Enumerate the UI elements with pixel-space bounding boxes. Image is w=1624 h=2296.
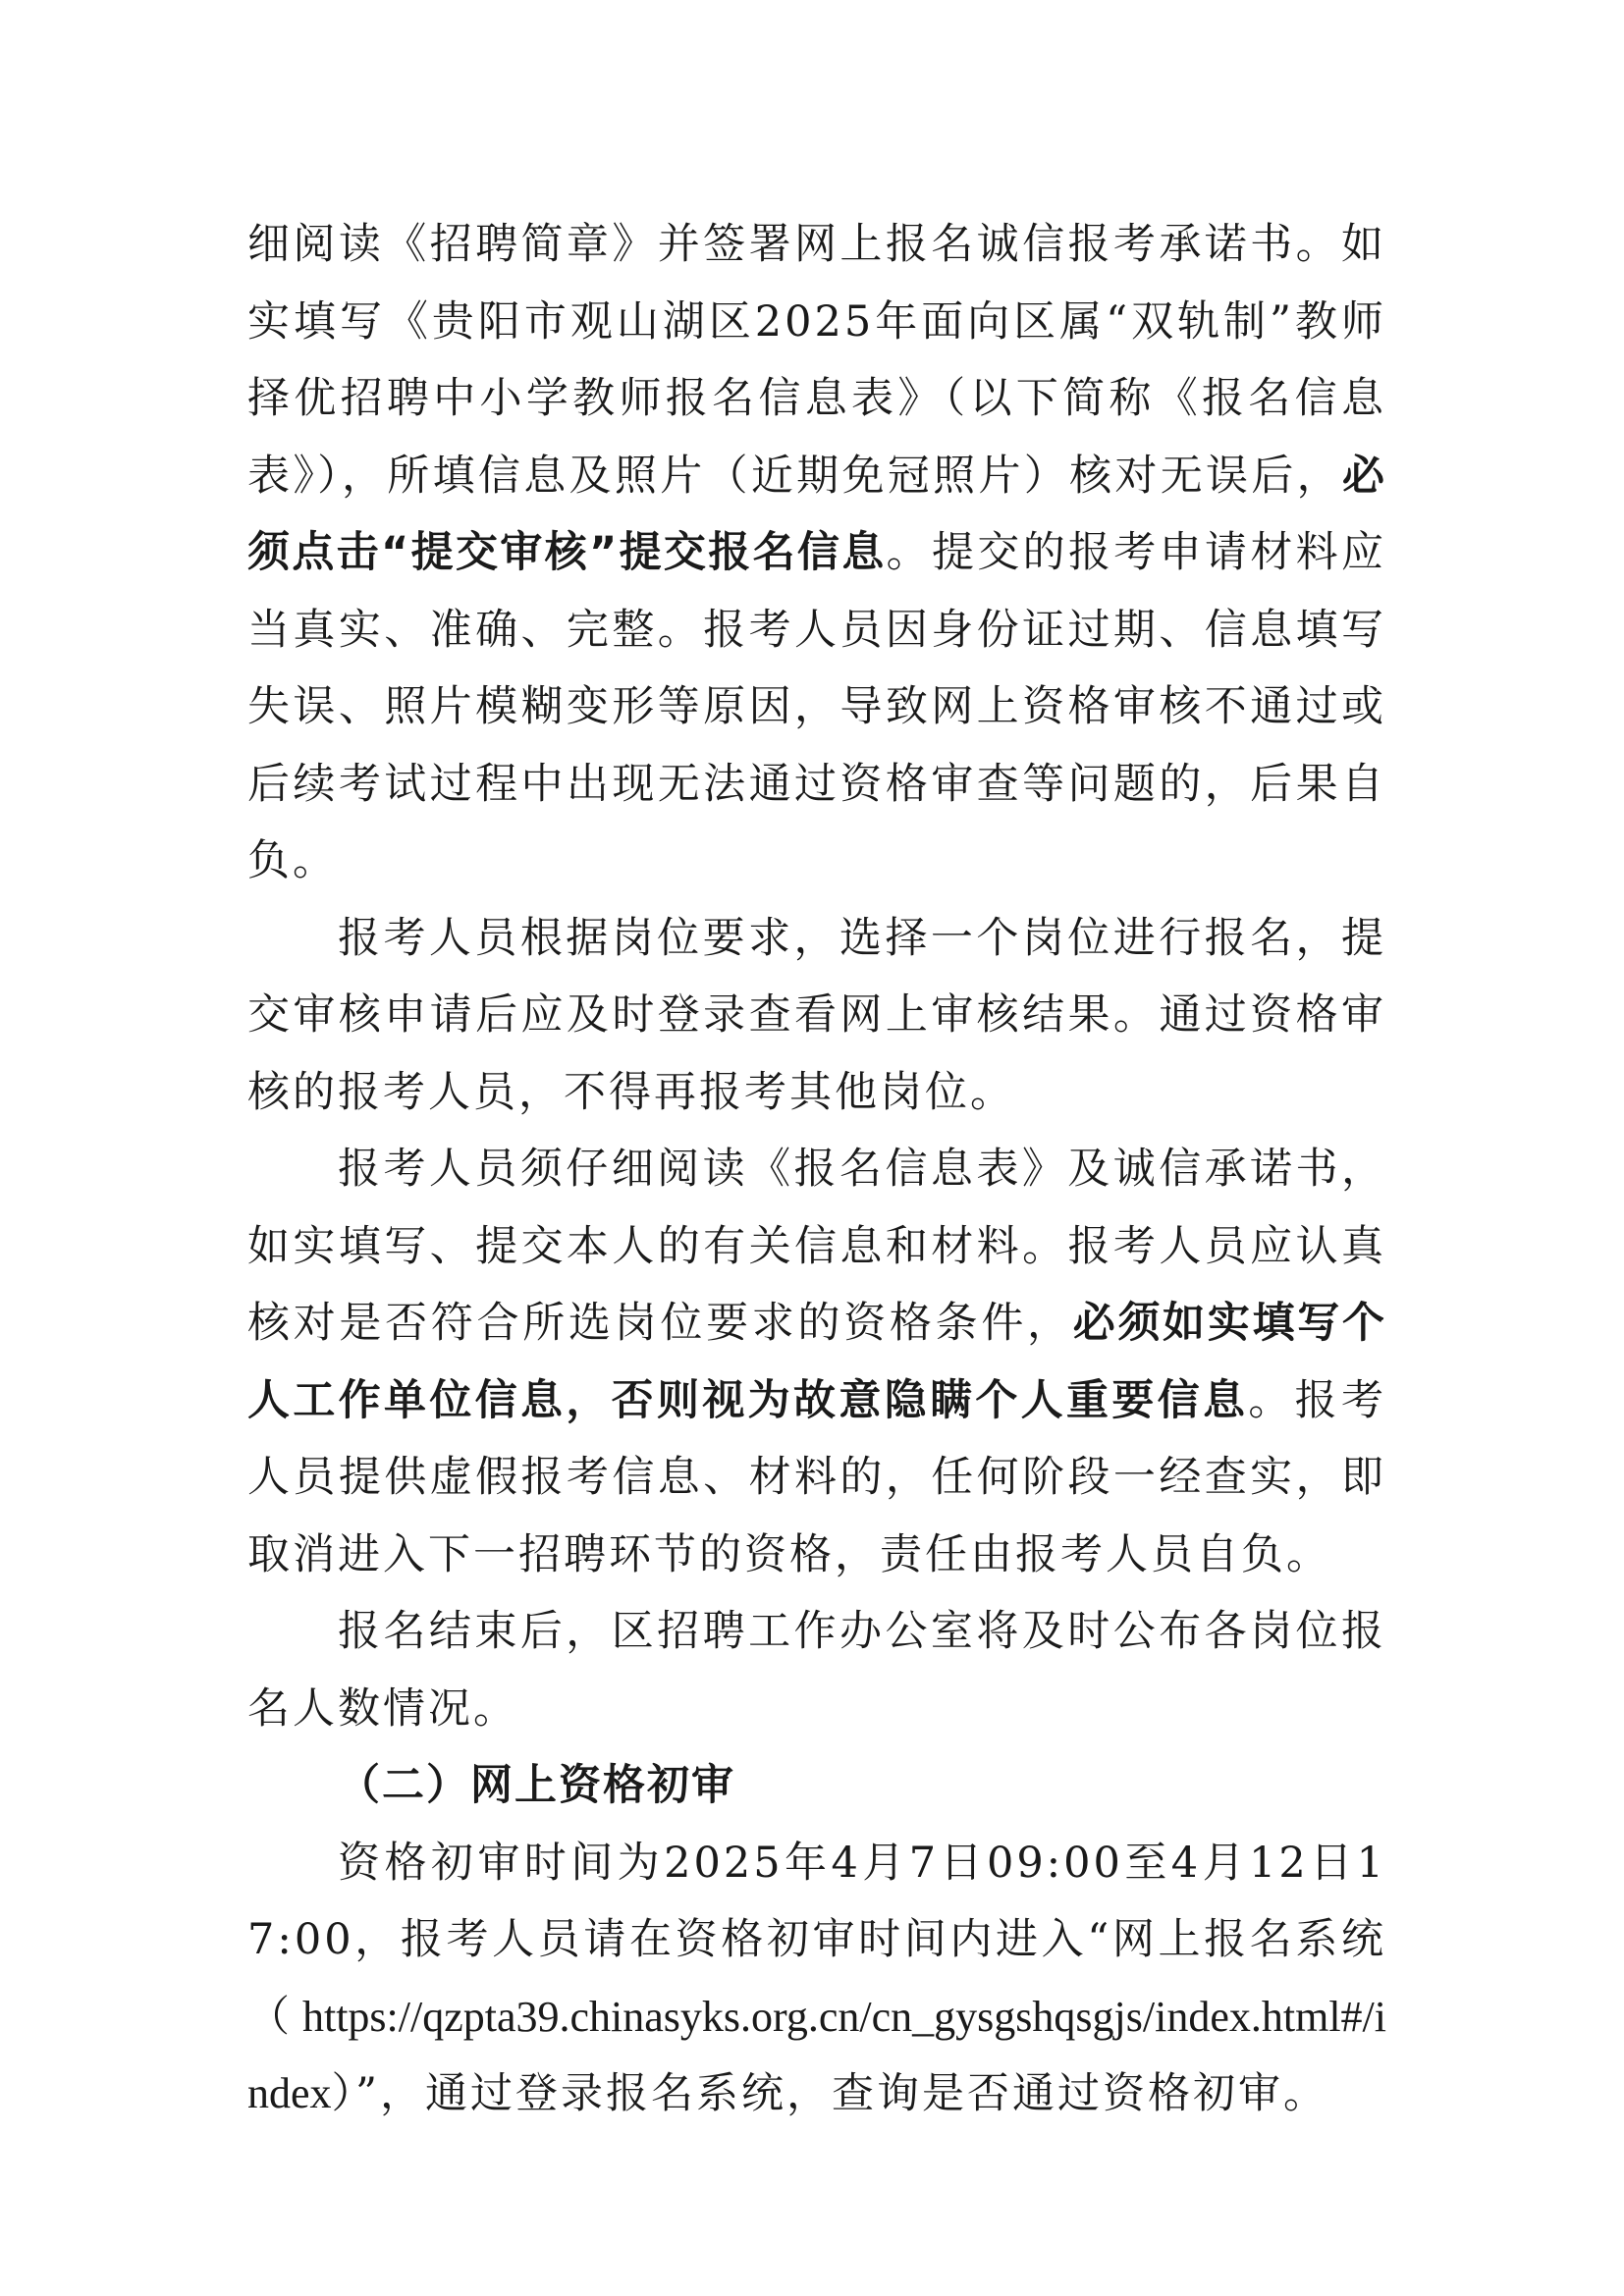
paragraph-text: 。提交的报考申请材料应当真实、准确、完整。报考人员因身份证过期、信息填写失误、照片模糊变形等原因，导致网上资格审核不通过或后续考试过程中出现无法通过资格审查等问题的，后果自负。 — [247, 528, 1386, 885]
bold-emphasis-submit-review: 必须点击“提交审核”提交报名信息 — [247, 451, 1386, 577]
paragraph-registration-count: 报名结束后，区招聘工作办公室将及时公布各岗位报名人数情况。 — [247, 1607, 1386, 1734]
paragraph-registration-form — [247, 206, 1386, 900]
paragraph-text: 资格初审时间为2025年4月7日09:00至4月12日17:00，报考人员请在资格初审时间内进入“网上报名系统（ — [247, 1838, 1386, 2042]
registration-system-url[interactable]: https://qzpta39.chinasyks.org.cn/cn_gysgshqsgjs/index.html#/index — [247, 1992, 1386, 2117]
paragraph-text: 。报考人员提供虚假报考信息、材料的，任何阶段一经查实，即取消进入下一招聘环节的资格，责任由报考人员自负。 — [247, 1375, 1387, 1579]
section-heading-online-review: （二）网上资格初审 — [338, 1761, 735, 1810]
paragraph-text: ）”，通过登录报名系统，查询是否通过资格初审。 — [331, 2069, 1329, 2118]
bold-emphasis-work-unit: 必须如实填写个人工作单位信息，否则视为故意隐瞒个人重要信息 — [247, 1299, 1386, 1425]
document-body — [247, 206, 1386, 2133]
paragraph-review-time — [247, 1825, 1386, 2133]
paragraph-truthful-info — [247, 1131, 1386, 1593]
paragraph-text: 报考人员须仔细阅读《报名信息表》及诚信承诺书，如实填写、提交本人的有关信息和材料。报考人员应认真核对是否符合所选岗位要求的资格条件， — [247, 1145, 1386, 1348]
paragraph-select-position: 报考人员根据岗位要求，选择一个岗位进行报名，提交审核申请后应及时登录查看网上审核结果。通过资格审核的报考人员，不得再报考其他岗位。 — [247, 913, 1386, 1117]
paragraph-text: 细阅读《招聘简章》并签署网上报名诚信报考承诺书。如实填写《贵阳市观山湖区2025年面向区属“双轨制”教师择优招聘中小学教师报名信息表》（以下简称《报名信息表》），所填信息及照片（近期免冠照片）核对无误后， — [247, 220, 1386, 501]
